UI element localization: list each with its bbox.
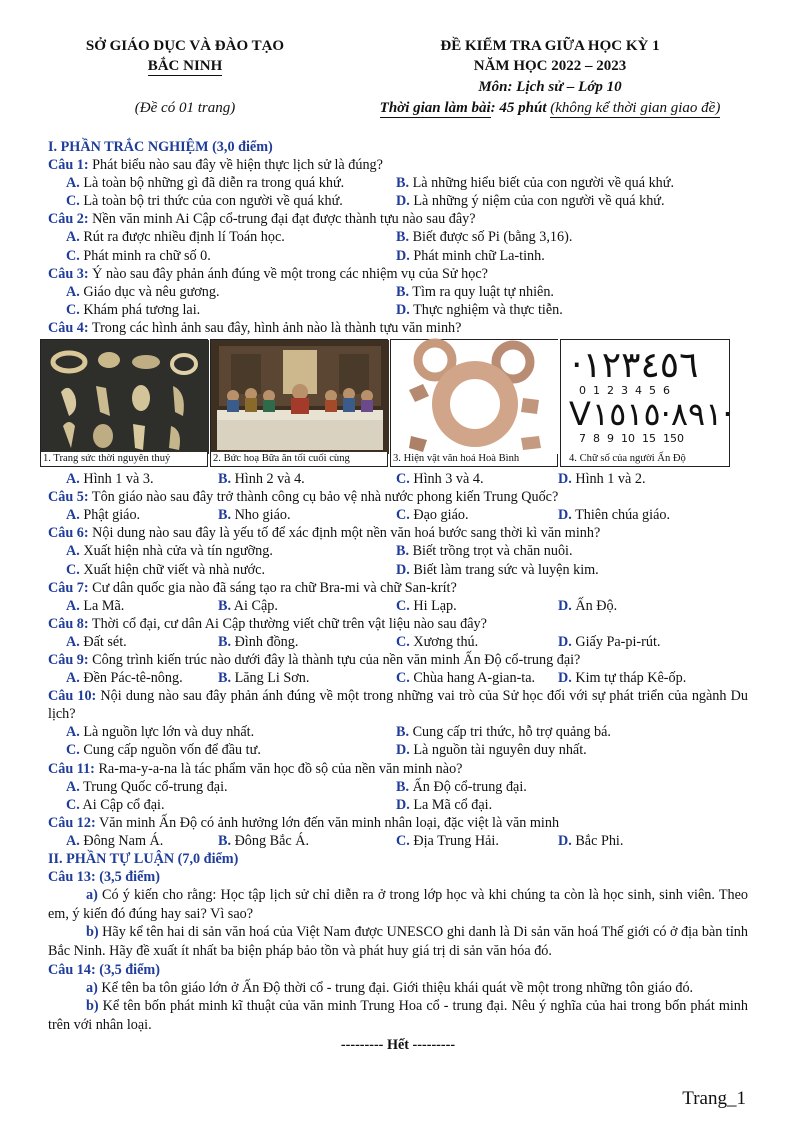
question-11: Câu 11: Ra-ma-y-a-na là tác phẩm văn học đồ sộ của nền văn minh nào? — [48, 760, 463, 777]
question-14-a: a) Kể tên ba tôn giáo lớn ở Ấn Độ thời cổ - trung đại. Giới thiệu khái quát về một trong những tôn giáo đó. — [86, 979, 694, 996]
options-row — [48, 669, 748, 687]
jewelry-illustration — [41, 340, 209, 454]
option-a: A. Đông Nam Á. — [66, 832, 164, 849]
option-c: C. Phát minh ra chữ số 0. — [66, 247, 211, 264]
option-c: C. Cung cấp nguồn vốn để đầu tư. — [66, 742, 261, 759]
page-number: Trang_1 — [682, 1088, 746, 1109]
image-4-numerals — [560, 339, 733, 467]
latin-numerals-bottom: 7 8 9 10 15 150 — [579, 432, 684, 446]
question-7: Câu 7: Cư dân quốc gia nào đã sáng tạo ra chữ Bra-mi và chữ San-krít? — [48, 579, 457, 596]
option-d: D. Kim tự tháp Kê-ốp. — [558, 670, 687, 687]
option-b: B. Cung cấp tri thức, hỗ trợ quảng bá. — [396, 724, 611, 741]
option-d: D. Phát minh chữ La-tinh. — [396, 247, 545, 264]
painting-illustration — [211, 340, 389, 454]
option-d: D. Giấy Pa-pi-rút. — [558, 633, 661, 650]
options-row — [48, 174, 748, 192]
school-year: NĂM HỌC 2022 – 2023 — [473, 58, 627, 74]
options-row — [48, 561, 748, 579]
option-a: A. Trung Quốc cổ-trung đại. — [66, 778, 228, 795]
options-row — [48, 597, 748, 615]
option-d: D. Thiên chúa giáo. — [558, 507, 671, 524]
image-2-caption: 2. Bức hoạ Bữa ăn tối cuối cùng — [211, 452, 387, 466]
options-row — [48, 778, 748, 796]
end-marker: --------- Hết --------- — [340, 1037, 456, 1054]
indian-numerals-bottom: V٨٩١·١٥١٥· — [569, 395, 733, 434]
option-c: C. Ai Cập cổ đại. — [66, 796, 165, 813]
question-14-b: b) Kể tên bốn phát minh kĩ thuật của văn minh Trung Hoa cổ - trung đại. Nêu ý nghĩa của hai trong bốn phát minh trên với nhân loại. — [48, 998, 748, 1033]
option-c: C. Xuất hiện chữ viết và nhà nước. — [66, 561, 265, 578]
option-d: D. Là nguồn tài nguyên duy nhất. — [396, 742, 587, 759]
option-d: D. Bắc Phi. — [558, 832, 624, 849]
options-row — [48, 228, 748, 246]
option-b: B. Ấn Độ cổ-trung đại. — [396, 778, 527, 795]
image-3-artifacts — [390, 339, 558, 467]
option-a: A. Giáo dục và nêu gương. — [66, 283, 220, 300]
option-b: B. Lăng Li Sơn. — [218, 670, 310, 687]
option-c: C. Hi Lạp. — [396, 597, 457, 614]
indian-numerals-top: ·١٢٣٤٥٦ — [571, 345, 699, 387]
options-row — [48, 741, 748, 759]
options-row — [48, 506, 748, 524]
options-row — [48, 283, 748, 301]
question-13-b: b) Hãy kể tên hai di sản văn hoá của Việt Nam được UNESCO ghi danh là Di sản văn hoá Thế giới có ở địa bàn tỉnh Bắc Ninh. Hãy đề xuất ít nhất ba biện pháp bảo tồn và phát huy giá trị di sản văn hóa đó. — [48, 924, 748, 959]
options-row — [48, 192, 748, 210]
time-line: Thời gian làm bài: 45 phút (không kể thời gian giao đề) — [379, 100, 721, 116]
question-3: Câu 3: Ý nào sau đây phản ánh đúng về một trong các nhiệm vụ của Sử học? — [48, 265, 488, 282]
province-name: BẮC NINH — [147, 58, 223, 74]
question-13-a: a) Có ý kiến cho rằng: Học tập lịch sử chỉ diễn ra ở trong lớp học và khi chúng ta còn là học sinh, sinh viên. Theo em, ý kiến đó đúng hay sai? Vì sao? — [48, 887, 748, 922]
options-row — [48, 247, 748, 265]
options-row — [48, 301, 748, 319]
artifacts-illustration — [391, 340, 559, 454]
question-5: Câu 5: Tôn giáo nào sau đây trở thành công cụ bảo vệ nhà nước phong kiến Trung Quốc? — [48, 489, 559, 506]
image-4-caption: 4. Chữ số của người Ấn Độ — [561, 452, 729, 466]
option-d: D. La Mã cổ đại. — [396, 796, 493, 813]
exam-title: ĐỀ KIỂM TRA GIỮA HỌC KỲ 1 — [440, 38, 660, 54]
question-14: Câu 14: (3,5 điểm) — [48, 961, 160, 978]
question-8: Câu 8: Thời cổ đại, cư dân Ai Cập thường viết chữ trên vật liệu nào sau đây? — [48, 615, 487, 632]
exam-content — [43, 138, 748, 1054]
option-b: B. Biết được số Pi (bằng 3,16). — [396, 229, 573, 246]
option-a: A. La Mã. — [66, 597, 125, 614]
option-b: B. Biết trồng trọt và chăn nuôi. — [396, 543, 573, 560]
page-count-note: (Đề có 01 trang) — [134, 100, 236, 116]
option-b: B. Ai Cập. — [218, 597, 278, 614]
option-c: C. Là toàn bộ tri thức của con người về quá khứ. — [66, 193, 343, 210]
section-essay: II. PHẦN TỰ LUẬN (7,0 điểm) — [48, 851, 239, 867]
section-multiple-choice: I. PHẦN TRẮC NGHIỆM (3,0 điểm) — [48, 139, 273, 155]
option-a: A. Xuất hiện nhà cửa và tín ngưỡng. — [66, 543, 273, 560]
image-2-painting — [210, 339, 388, 467]
options-row — [48, 633, 748, 651]
option-b: B. Đình đồng. — [218, 633, 299, 650]
image-1-caption: 1. Trang sức thời nguyên thuỷ — [41, 452, 207, 466]
option-d: D. Ấn Độ. — [558, 597, 618, 614]
option-b: B. Tìm ra quy luật tự nhiên. — [396, 283, 554, 300]
options-row — [48, 796, 748, 814]
option-c: C. Xương thú. — [396, 633, 479, 650]
option-d: D. Là những ý niệm của con người về quá khứ. — [396, 193, 665, 210]
option-c: C. Đạo giáo. — [396, 507, 469, 524]
image-3-caption: 3. Hiện vật văn hoá Hoà Bình — [391, 452, 557, 466]
option-c: C. Khám phá tương lai. — [66, 301, 201, 318]
option-c: C. Địa Trung Hải. — [396, 832, 499, 849]
options-row — [48, 470, 748, 488]
option-c: C. Hình 3 và 4. — [396, 471, 484, 488]
department-name: SỞ GIÁO DỤC VÀ ĐÀO TẠO — [85, 38, 285, 54]
question-6: Câu 6: Nội dung nào sau đây là yếu tố để xác định một nền văn hoá bước sang thời kì văn minh? — [48, 525, 601, 542]
option-d: D. Hình 1 và 2. — [558, 471, 646, 488]
question-4: Câu 4: Trong các hình ảnh sau đây, hình ảnh nào là thành tựu văn minh? — [48, 319, 462, 336]
option-d: D. Biết làm trang sức và luyện kim. — [396, 561, 599, 578]
option-d: D. Thực nghiệm và thực tiễn. — [396, 301, 563, 318]
option-c: C. Chùa hang A-gian-ta. — [396, 670, 536, 687]
question-1: Câu 1: Phát biểu nào sau đây về hiện thực lịch sử là đúng? — [48, 157, 383, 174]
options-row — [48, 542, 748, 560]
image-strip — [40, 339, 733, 469]
question-12: Câu 12: Văn minh Ấn Độ có ảnh hưởng lớn đến văn minh nhân loại, đặc việt là văn minh — [48, 814, 560, 831]
option-a: A. Là toàn bộ những gì đã diễn ra trong quá khứ. — [66, 175, 345, 192]
option-b: B. Là những hiểu biết của con người về quá khứ. — [396, 175, 675, 192]
option-a: A. Phật giáo. — [66, 507, 141, 524]
image-1-jewelry — [40, 339, 208, 467]
options-row — [48, 723, 748, 741]
question-13: Câu 13: (3,5 điểm) — [48, 869, 160, 886]
options-row — [48, 832, 748, 850]
option-a: A. Là nguồn lực lớn và duy nhất. — [66, 724, 255, 741]
option-b: B. Nho giáo. — [218, 507, 291, 524]
option-b: B. Đông Bắc Á. — [218, 832, 310, 849]
option-a: A. Hình 1 và 3. — [66, 471, 154, 488]
question-10: Câu 10: Nội dung nào sau đây phản ánh đúng về một trong những vai trò của Sử học đối với sự phát triển của ngành Du lịch? — [48, 688, 748, 723]
subject-line: Môn: Lịch sử – Lớp 10 — [478, 79, 622, 95]
question-2: Câu 2: Nền văn minh Ai Cập cổ-trung đại đạt được thành tựu nào sau đây? — [48, 211, 476, 228]
option-a: A. Đền Pác-tê-nông. — [66, 670, 183, 687]
question-9: Câu 9: Công trình kiến trúc nào dưới đây là thành tựu của nền văn minh Ấn Độ cổ-trung đại? — [48, 651, 581, 668]
option-b: B. Hình 2 và 4. — [218, 471, 305, 488]
latin-numerals-top: 0 1 2 3 4 5 6 — [579, 384, 670, 398]
option-a: A. Đất sét. — [66, 633, 127, 650]
option-a: A. Rút ra được nhiều định lí Toán học. — [66, 229, 285, 246]
